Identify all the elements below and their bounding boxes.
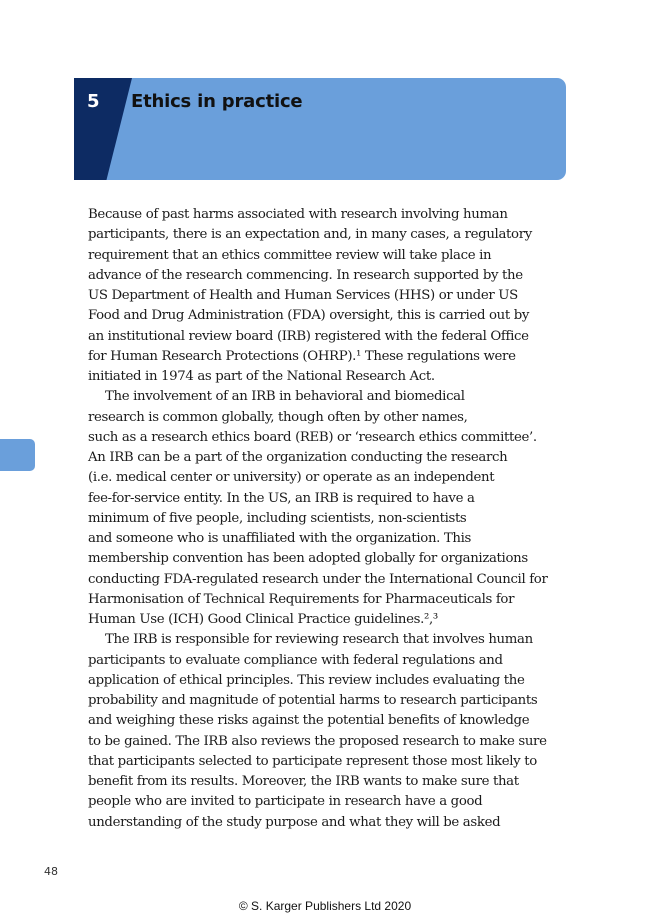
text-line: Food and Drug Administration (FDA) oversight, this is carried out by — [88, 308, 530, 324]
text-line: for Human Research Protections (OHRP).¹ These regulations were — [88, 348, 516, 364]
text-line: An IRB can be a part of the organization conducting the research — [88, 450, 508, 465]
text-line: requirement that an ethics committee review will take place in — [88, 247, 492, 263]
text-line: participants to evaluate compliance with federal regulations and — [88, 652, 503, 668]
text-line: probability and magnitude of potential harms to research participants — [88, 693, 538, 708]
text-line: to be gained. The IRB also reviews the proposed research to make sure — [88, 733, 547, 749]
text-line: and someone who is unaffiliated with the organization. This — [88, 531, 472, 546]
text-line: such as a research ethics board (REB) or ‘research ethics committee’. — [88, 429, 537, 445]
page-number: 48 — [44, 865, 58, 878]
text-line: conducting FDA-regulated research under the International Council for — [88, 571, 548, 587]
text-line: advance of the research commencing. In research supported by the — [88, 267, 523, 283]
text-line: fee-for-service entity. In the US, an IRB is required to have a — [88, 490, 475, 506]
chapter-number: 5 — [87, 91, 100, 112]
text-line: and weighing these risks against the potential benefits of knowledge — [88, 713, 530, 729]
text-line: minimum of five people, including scientists, non-scientists — [88, 510, 467, 526]
text-line: initiated in 1974 as part of the National Research Act. — [88, 369, 435, 384]
text-line: Because of past harms associated with research involving human — [88, 207, 508, 222]
chapter-number-block — [74, 78, 132, 180]
chapter-title: Ethics in practice — [131, 91, 303, 112]
text-line: membership convention has been adopted globally for organizations — [88, 551, 528, 567]
copyright-notice: © S. Karger Publishers Ltd 2020 — [238, 899, 412, 913]
text-line: people who are invited to participate in research have a good — [88, 794, 483, 810]
text-line: Human Use (ICH) Good Clinical Practice guidelines.²,³ — [88, 612, 438, 627]
text-line: The involvement of an IRB in behavioral and biomedical — [105, 389, 465, 405]
text-line: application of ethical principles. This review includes evaluating the — [88, 672, 525, 688]
text-line: an institutional review board (IRB) registered with the federal Office — [88, 328, 529, 344]
text-line: understanding of the study purpose and what they will be asked — [88, 814, 501, 830]
side-thumb-tab — [0, 439, 35, 471]
chapter-banner — [74, 78, 566, 180]
text-line: benefit from its results. Moreover, the IRB wants to make sure that — [88, 774, 519, 789]
text-line: participants, there is an expectation and, in many cases, a regulatory — [88, 227, 532, 243]
body-text — [88, 205, 566, 833]
text-line: The IRB is responsible for reviewing research that involves human — [105, 632, 533, 648]
text-line: research is common globally, though often by other names, — [88, 409, 468, 425]
text-line: Harmonisation of Technical Requirements for Pharmaceuticals for — [88, 591, 515, 607]
text-line: that participants selected to participate represent those most likely to — [88, 753, 537, 769]
text-line: US Department of Health and Human Services (HHS) or under US — [88, 288, 518, 303]
text-line: (i.e. medical center or university) or operate as an independent — [88, 470, 495, 486]
